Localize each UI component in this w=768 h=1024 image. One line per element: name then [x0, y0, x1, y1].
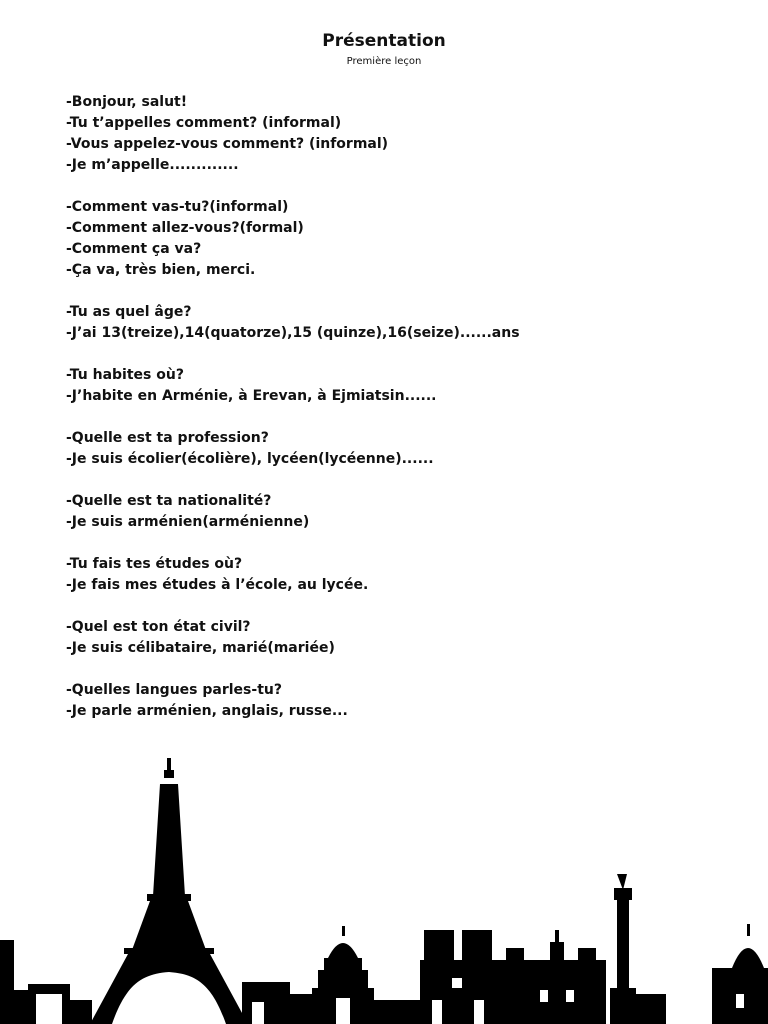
skyline-detail	[540, 990, 548, 1002]
dialogue-block-greetings	[66, 92, 746, 176]
dialogue-line: -Quelles langues parles-tu?	[66, 682, 282, 698]
page-subtitle: Première leçon	[346, 56, 422, 67]
dialogue-block-civil-status	[66, 617, 746, 659]
skyline-detail	[736, 994, 744, 1008]
dialogue-line: -Je suis arménien(arménienne)	[66, 514, 310, 530]
dialogue-block-languages	[66, 680, 746, 722]
july-column-icon	[610, 874, 636, 1024]
skyline-detail	[452, 978, 462, 988]
dialogue-block-nationality	[66, 491, 746, 533]
dialogue-content	[66, 92, 746, 743]
dialogue-line: -Comment ça va?	[66, 241, 202, 257]
dialogue-line: -Comment allez-vous?(formal)	[66, 220, 304, 236]
grande-arche-icon	[28, 984, 70, 1024]
dialogue-line: -Comment vas-tu?(informal)	[66, 199, 289, 215]
skyline-detail	[432, 1000, 442, 1024]
skyline-building	[636, 994, 666, 1024]
dialogue-block-profession	[66, 428, 746, 470]
dialogue-line: -Ça va, très bien, merci.	[66, 262, 256, 278]
dialogue-line: -Je fais mes études à l’école, au lycée.	[66, 577, 369, 593]
dialogue-block-studies	[66, 554, 746, 596]
paris-skyline-illustration	[0, 756, 768, 1024]
dialogue-line: -Vous appelez-vous comment? (informal)	[66, 136, 389, 152]
dialogue-line: -Tu fais tes études où?	[66, 556, 243, 572]
sacre-coeur-icon	[712, 924, 768, 1024]
dialogue-line: -Tu as quel âge?	[66, 304, 192, 320]
skyline-building	[242, 982, 290, 1024]
skyline-building	[14, 990, 30, 1024]
notre-dame-icon	[420, 930, 496, 1024]
dialogue-line: -Je suis célibataire, marié(mariée)	[66, 640, 335, 656]
dialogue-block-age	[66, 302, 746, 344]
dialogue-line: -Quelle est ta profession?	[66, 430, 269, 446]
dialogue-line: -Je suis écolier(écolière), lycéen(lycéenne)......	[66, 451, 434, 467]
dialogue-line: -Je parle arménien, anglais, russe...	[66, 703, 348, 719]
skyline-building	[70, 1000, 92, 1024]
dialogue-line: -Tu t’appelles comment? (informal)	[66, 115, 342, 131]
skyline-detail	[474, 1000, 484, 1024]
dialogue-line: -J’ai 13(treize),14(quatorze),15 (quinze),16(seize)......ans	[66, 325, 520, 341]
skyline-building	[374, 1000, 422, 1024]
dialogue-line: -J’habite en Arménie, à Erevan, à Ejmiatsin......	[66, 388, 437, 404]
eiffel-tower-icon	[90, 758, 248, 1024]
dialogue-line: -Quelle est ta nationalité?	[66, 493, 272, 509]
page-title: Présentation	[322, 31, 446, 51]
dialogue-block-residence	[66, 365, 746, 407]
skyline-detail	[336, 998, 350, 1024]
dialogue-line: -Quel est ton état civil?	[66, 619, 251, 635]
skyline-building	[0, 940, 14, 1024]
dialogue-line: -Je m’appelle.............	[66, 157, 239, 173]
dialogue-block-how-are-you	[66, 197, 746, 281]
hotel-de-ville-icon	[496, 930, 606, 1024]
dialogue-line: -Tu habites où?	[66, 367, 184, 383]
skyline-detail	[252, 1002, 264, 1024]
dialogue-line: -Bonjour, salut!	[66, 94, 188, 110]
skyline-detail	[566, 990, 574, 1002]
